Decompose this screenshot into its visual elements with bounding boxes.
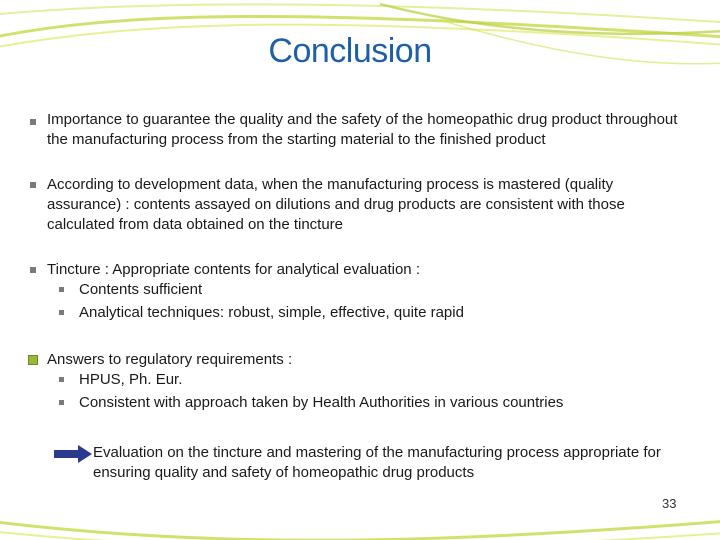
sub-bullet [47, 393, 687, 413]
sub-bullet-text: Contents sufficient [79, 281, 203, 298]
sub-bullet-text: Analytical techniques: robust, simple, effective, quite rapid [79, 304, 464, 321]
slide-title: Conclusion [268, 32, 432, 70]
conclusion-text: Evaluation on the tincture and mastering of the manufacturing process appropriate for ensuring quality and safety of homeopathic drug products [93, 444, 661, 481]
bullet-4-text: Answers to regulatory requirements : [47, 351, 293, 368]
sub-bullet-marker [59, 310, 64, 315]
sub-bullet [47, 370, 687, 390]
bullet-2: According to development data, when the manufacturing process is mastered (quality assurance) : contents assayed on dilutions and drug products are consistent with those calculated from data obtained on the tincture [47, 176, 625, 233]
bullet-1: Importance to guarantee the quality and the safety of the homeopathic drug product throughout the manufacturing process from the starting material to the finished product [47, 111, 678, 148]
bullet-marker [30, 267, 36, 273]
sub-bullet-marker [59, 287, 64, 292]
sub-bullet-marker [59, 400, 64, 405]
bullet-marker [30, 119, 36, 125]
sub-bullet-text: Consistent with approach taken by Health Authorities in various countries [79, 394, 564, 411]
sub-bullet-text: HPUS, Ph. Eur. [79, 371, 183, 388]
right-arrow-icon [54, 445, 92, 463]
bullet-3-text: Tincture : Appropriate contents for analytical evaluation : [47, 261, 420, 278]
bullet-3 [47, 260, 687, 323]
bullet-marker [30, 182, 36, 188]
sub-bullet [47, 280, 687, 300]
bullet-4 [47, 350, 687, 413]
bullet-marker [28, 355, 38, 365]
sub-bullet [47, 303, 687, 323]
sub-bullet-marker [59, 377, 64, 382]
page-number: 33 [662, 496, 677, 511]
